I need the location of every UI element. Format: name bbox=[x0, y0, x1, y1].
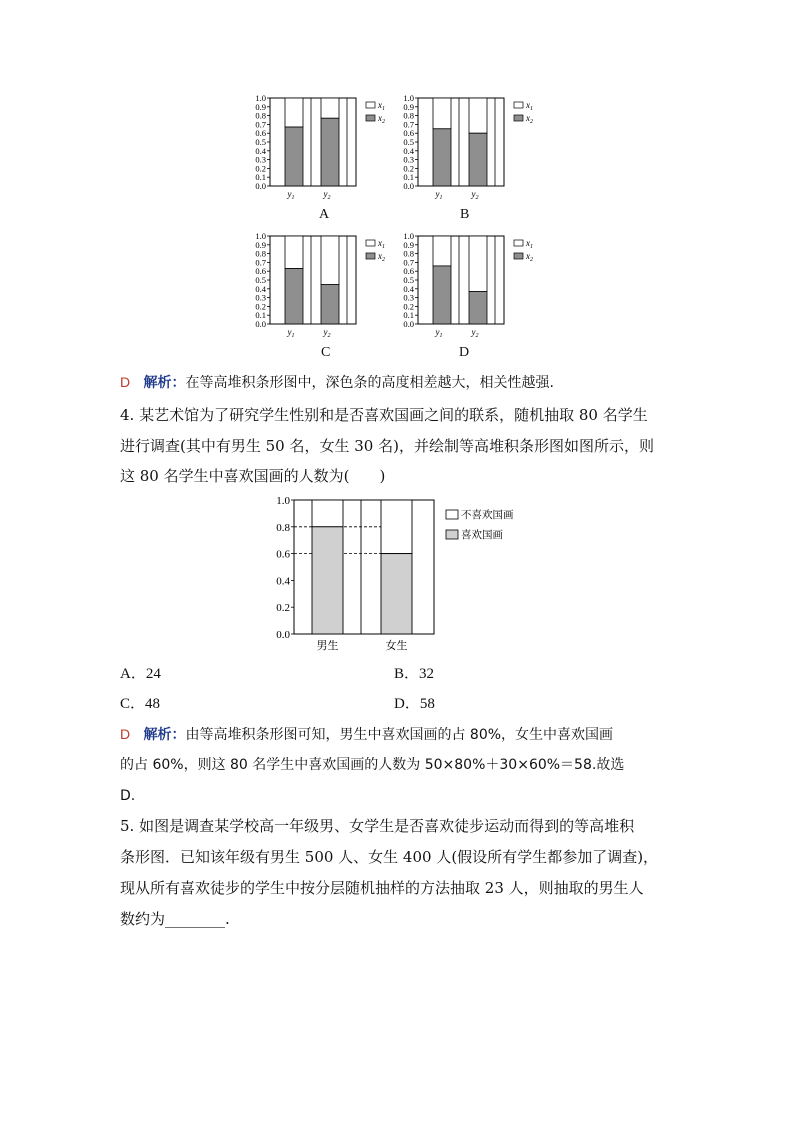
y-tick-label: 1.0 bbox=[255, 231, 266, 241]
y-tick-label: 1.0 bbox=[276, 495, 290, 507]
y-tick-label: 0.0 bbox=[403, 181, 414, 191]
legend-swatch bbox=[366, 240, 375, 246]
y-tick-label: 0.7 bbox=[255, 119, 266, 130]
y-tick-label: 1.0 bbox=[255, 93, 266, 103]
y-tick-label: 0.8 bbox=[255, 248, 266, 259]
q3-solution bbox=[120, 367, 680, 398]
y-tick-label: 0.2 bbox=[403, 163, 414, 174]
legend-label: 喜欢国画 bbox=[461, 530, 503, 541]
y-tick-label: 0.8 bbox=[255, 110, 266, 121]
q4-answer-letter: D bbox=[120, 726, 131, 742]
chart-C bbox=[250, 230, 400, 342]
y-tick-label: 0.3 bbox=[255, 154, 266, 165]
legend-label: $x_1$ bbox=[526, 100, 533, 112]
y-tick-label: 0.9 bbox=[255, 239, 266, 250]
x-tick-label: $y_1$ bbox=[287, 189, 295, 201]
y-tick-label: 0.6 bbox=[403, 266, 414, 277]
y-tick-label: 0.1 bbox=[403, 310, 414, 321]
y-tick-label: 0.4 bbox=[276, 575, 290, 588]
q5-line-4: 数约为________. bbox=[120, 910, 230, 928]
bar-x2 bbox=[433, 266, 451, 324]
bar-x1 bbox=[285, 236, 303, 269]
y-tick-label: 1.0 bbox=[403, 231, 414, 241]
q4-line-2: 进行调查(其中有男生 50 名，女生 30 名)，并绘制等高堆积条形图如图所示，则 bbox=[120, 437, 654, 455]
q5-line-2: 条形图．已知该年级有男生 500 人、女生 400 人(假设所有学生都参加了调查)， bbox=[120, 848, 659, 866]
bar-x2 bbox=[285, 269, 303, 324]
x-tick-label: 女生 bbox=[385, 640, 408, 652]
y-tick-label: 0.1 bbox=[255, 310, 266, 321]
y-tick-label: 1.0 bbox=[403, 93, 414, 103]
q4-solution-line-3: D. bbox=[120, 788, 136, 804]
y-tick-label: 0.9 bbox=[403, 101, 414, 112]
q4-option-b[interactable]: B．32 bbox=[394, 666, 435, 682]
legend-swatch bbox=[366, 253, 375, 259]
y-tick-label: 0.2 bbox=[255, 301, 266, 312]
x-tick-label: $y_1$ bbox=[435, 189, 443, 201]
bar-x1 bbox=[433, 236, 451, 266]
y-tick-label: 0.5 bbox=[403, 275, 414, 285]
y-tick-label: 0.3 bbox=[403, 292, 414, 303]
legend-label: $x_2$ bbox=[526, 251, 533, 263]
q5-line-3: 现从所有喜欢徒步的学生中按分层随机抽样的方法抽取 23 人，则抽取的男生人 bbox=[120, 879, 644, 897]
legend-swatch bbox=[366, 102, 375, 108]
legend-label: 不喜欢国画 bbox=[461, 510, 514, 521]
y-tick-label: 0.6 bbox=[255, 266, 266, 277]
x-tick-label: $y_2$ bbox=[323, 327, 331, 339]
y-tick-label: 0.0 bbox=[255, 319, 266, 329]
y-tick-label: 0.1 bbox=[403, 172, 414, 183]
bar-x2 bbox=[469, 133, 487, 186]
y-tick-label: 0.9 bbox=[403, 239, 414, 250]
plot-frame bbox=[270, 98, 356, 186]
plot-frame bbox=[270, 236, 356, 324]
y-tick-label: 0.8 bbox=[403, 248, 414, 259]
y-tick-label: 0.2 bbox=[255, 163, 266, 174]
y-tick-label: 0.0 bbox=[276, 629, 290, 641]
bar-like bbox=[381, 554, 412, 634]
x-tick-label: $y_2$ bbox=[471, 189, 479, 201]
q4-line-3: 这 80 名学生中喜欢国画的人数为( ) bbox=[120, 467, 386, 485]
y-tick-label: 0.4 bbox=[403, 283, 414, 294]
legend-swatch bbox=[514, 253, 523, 259]
y-tick-label: 0.1 bbox=[255, 172, 266, 183]
x-tick-label: $y_1$ bbox=[435, 327, 443, 339]
q3-answer-letter: D bbox=[120, 374, 131, 390]
y-tick-label: 0.7 bbox=[403, 119, 414, 130]
bar-dislike bbox=[381, 500, 412, 554]
q3-solution-tag: 解析： bbox=[143, 375, 186, 391]
bar-x1 bbox=[321, 98, 339, 118]
chart-D-label: D bbox=[459, 345, 470, 360]
legend-swatch bbox=[446, 510, 458, 519]
legend-label: $x_1$ bbox=[378, 100, 385, 112]
legend-swatch bbox=[514, 102, 523, 108]
plot-frame bbox=[418, 236, 504, 324]
bar-x2 bbox=[433, 129, 451, 186]
chart-B bbox=[398, 92, 548, 204]
q4-solution-line-1 bbox=[120, 719, 680, 750]
bar-x2 bbox=[321, 284, 339, 324]
q4-chart bbox=[262, 492, 532, 654]
chart-D bbox=[398, 230, 548, 342]
y-tick-label: 0.5 bbox=[403, 137, 414, 147]
bar-x1 bbox=[285, 98, 303, 127]
q4-solution-tag: 解析： bbox=[143, 727, 186, 743]
q4-option-a[interactable]: A．24 bbox=[120, 666, 161, 682]
bar-x1 bbox=[469, 98, 487, 133]
y-tick-label: 0.4 bbox=[403, 145, 414, 156]
y-tick-label: 0.2 bbox=[403, 301, 414, 312]
q4-option-d[interactable]: D．58 bbox=[394, 696, 435, 712]
q4-line-1: 4. 某艺术馆为了研究学生性别和是否喜欢国画之间的联系，随机抽取 80 名学生 bbox=[120, 406, 648, 424]
y-tick-label: 0.0 bbox=[403, 319, 414, 329]
y-tick-label: 0.8 bbox=[403, 110, 414, 121]
bar-like bbox=[312, 527, 343, 634]
y-tick-label: 0.6 bbox=[255, 128, 266, 139]
q3-solution-text: 在等高堆积条形图中，深色条的高度相差越大，相关性越强. bbox=[185, 375, 554, 391]
chart-A-label: A bbox=[319, 207, 330, 222]
chart-C-label: C bbox=[321, 345, 331, 360]
x-tick-label: $y_2$ bbox=[471, 327, 479, 339]
q4-solution-text-1: 由等高堆积条形图可知，男生中喜欢国画的占 80%，女生中喜欢国画 bbox=[185, 727, 614, 743]
bar-x2 bbox=[469, 291, 487, 324]
bar-x2 bbox=[321, 118, 339, 186]
x-tick-label: $y_1$ bbox=[287, 327, 295, 339]
q4-solution-line-2: 的占 60%，则这 80 名学生中喜欢国画的人数为 50×80%＋30×60%＝58.故选 bbox=[120, 757, 625, 773]
legend-swatch bbox=[514, 115, 523, 121]
legend-label: $x_2$ bbox=[526, 113, 533, 125]
y-tick-label: 0.3 bbox=[403, 154, 414, 165]
q5-line-1: 5. 如图是调查某学校高一年级男、女学生是否喜欢徒步运动而得到的等高堆积 bbox=[120, 817, 635, 835]
legend-label: $x_2$ bbox=[378, 113, 385, 125]
y-tick-label: 0.5 bbox=[255, 137, 266, 147]
y-tick-label: 0.7 bbox=[403, 257, 414, 268]
y-tick-label: 0.4 bbox=[255, 283, 266, 294]
y-tick-label: 0.4 bbox=[255, 145, 266, 156]
chart-B-label: B bbox=[460, 207, 470, 222]
y-tick-label: 0.3 bbox=[255, 292, 266, 303]
x-tick-label: $y_2$ bbox=[323, 189, 331, 201]
bar-x1 bbox=[469, 236, 487, 291]
bar-x1 bbox=[321, 236, 339, 284]
y-tick-label: 0.8 bbox=[276, 521, 290, 534]
y-tick-label: 0.9 bbox=[255, 101, 266, 112]
y-tick-label: 0.2 bbox=[276, 602, 290, 615]
bar-x1 bbox=[433, 98, 451, 129]
legend-swatch bbox=[514, 240, 523, 246]
q4-option-c[interactable]: C．48 bbox=[120, 696, 161, 712]
y-tick-label: 0.6 bbox=[403, 128, 414, 139]
y-tick-label: 0.0 bbox=[255, 181, 266, 191]
legend-swatch bbox=[366, 115, 375, 121]
y-tick-label: 0.5 bbox=[255, 275, 266, 285]
legend-label: $x_1$ bbox=[378, 238, 385, 250]
x-tick-label: 男生 bbox=[316, 640, 339, 652]
plot-frame bbox=[418, 98, 504, 186]
chart-A bbox=[250, 92, 400, 204]
legend-label: $x_1$ bbox=[526, 238, 533, 250]
bar-x2 bbox=[285, 127, 303, 186]
legend-label: $x_2$ bbox=[378, 251, 385, 263]
y-tick-label: 0.7 bbox=[255, 257, 266, 268]
bar-dislike bbox=[312, 500, 343, 527]
y-tick-label: 0.6 bbox=[276, 548, 290, 561]
legend-swatch bbox=[446, 530, 458, 539]
